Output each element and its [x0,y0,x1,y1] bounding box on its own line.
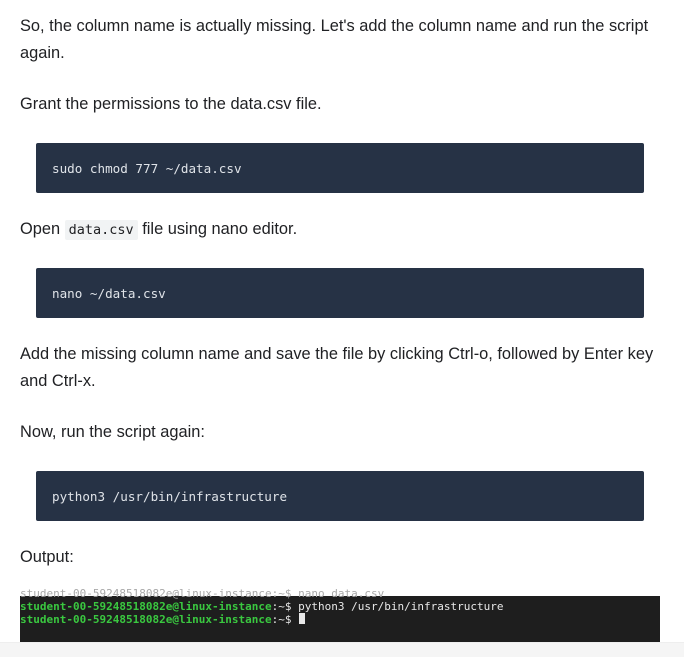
code-block-nano[interactable] [36,268,644,318]
code-block-chmod[interactable] [36,143,644,193]
code-python-command: python3 /usr/bin/infrastructure [52,488,288,504]
terminal-line [20,613,305,626]
code-chmod-command: sudo chmod 777 ~/data.csv [52,160,242,176]
terminal-prompt-path: :~$ [271,600,299,613]
terminal-cut-line: student-00-59248518082e@linux-instance:~$ nano data.csv [20,587,385,600]
run-again-paragraph: Now, run the script again: [20,423,205,441]
terminal-output-screenshot [20,587,660,642]
add-missing-column-paragraph: Add the missing column name and save the file by clicking Ctrl-o, followed by Enter key and Ctrl-x. [20,345,654,390]
open-suffix-text: file using nano editor. [137,220,298,238]
terminal-prompt-user: student-00-59248518082e@linux-instance [20,600,272,613]
intro-paragraph: So, the column name is actually missing. Let's add the column name and run the script again. [20,17,649,62]
terminal-prompt-user: student-00-59248518082e@linux-instance [20,613,272,626]
output-label: Output: [20,548,74,566]
open-file-paragraph [20,216,660,244]
open-prefix-text: Open [20,220,65,238]
terminal-prompt-path: :~$ [271,613,299,626]
terminal-line [20,600,503,613]
grant-permissions-paragraph: Grant the permissions to the data.csv file. [20,95,322,113]
code-nano-command: nano ~/data.csv [52,285,166,301]
inline-code-filename: data.csv [65,220,138,240]
terminal-cursor-icon [299,613,305,624]
terminal-command: python3 /usr/bin/infrastructure [298,600,504,613]
code-block-python[interactable] [36,471,644,521]
page-bottom-bar [0,642,684,657]
